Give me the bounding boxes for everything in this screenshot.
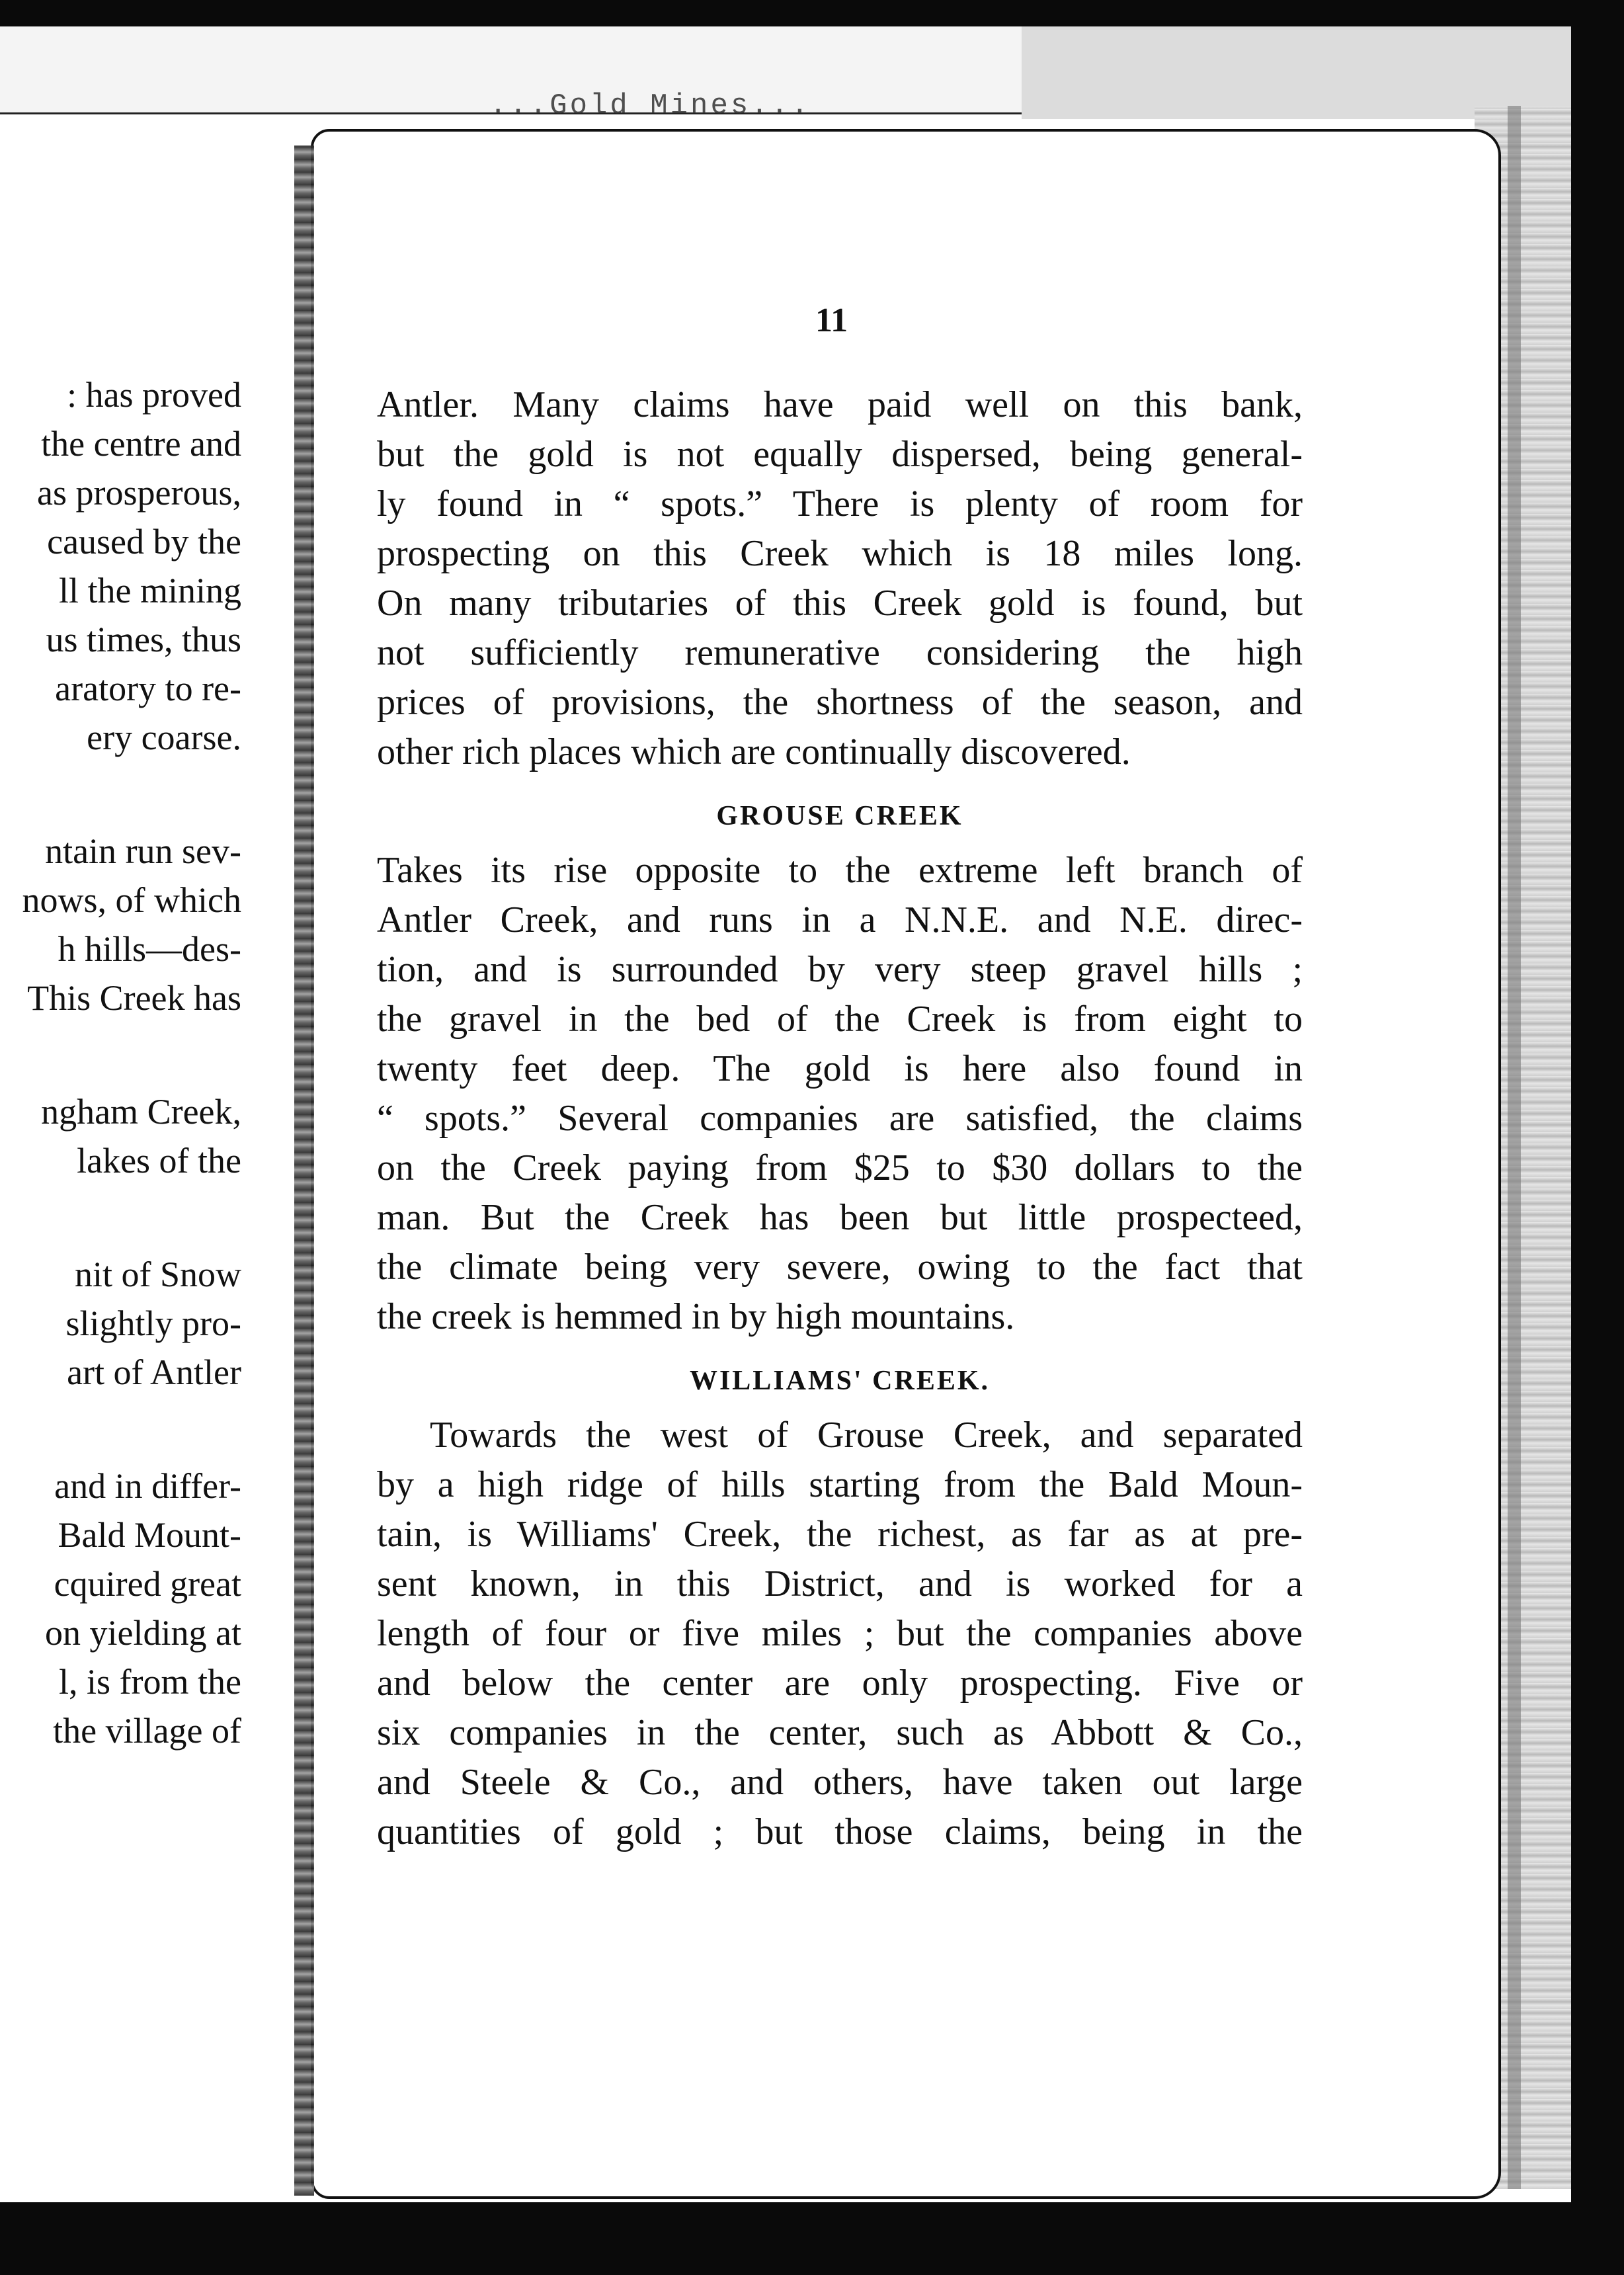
body-line: and below the center are only prospecting. Five or <box>377 1663 1303 1704</box>
running-header-fragment: ...Gold Mines... <box>489 89 811 122</box>
left-line: nit of Snow <box>74 1255 241 1294</box>
scan-border-bottom <box>0 2202 1624 2275</box>
body-line: quantities of gold ; but those claims, being in the <box>377 1811 1303 1852</box>
left-line: ll the mining <box>59 571 241 610</box>
left-line: lakes of the <box>77 1141 241 1180</box>
body-line: and Steele & Co., and others, have taken out large <box>377 1762 1303 1803</box>
left-gap <box>0 1185 241 1250</box>
body-line: tain, is Williams' Creek, the richest, as far as at pre- <box>377 1514 1303 1555</box>
left-line: ntain run sev- <box>45 831 241 871</box>
left-line: on yielding at <box>45 1613 241 1653</box>
body-line: ly found in “ spots.” There is plenty of room for <box>377 483 1303 524</box>
left-line: Bald Mount- <box>58 1515 241 1555</box>
body-line: Towards the west of Grouse Creek, and separated <box>430 1415 1303 1456</box>
left-line: This Creek has <box>27 978 241 1018</box>
left-line: h hills—des- <box>58 929 241 969</box>
scan-noise-top-right <box>1022 26 1584 119</box>
body-line: length of four or five miles ; but the companies above <box>377 1613 1303 1654</box>
body-line: six companies in the center, such as Abbott & Co., <box>377 1712 1303 1753</box>
body-line: prices of provisions, the shortness of the season, and <box>377 682 1303 723</box>
body-line: twenty feet deep. The gold is here also found in <box>377 1048 1303 1089</box>
body-line: the climate being very severe, owing to the fact that <box>377 1247 1303 1288</box>
body-line: prospecting on this Creek which is 18 miles long. <box>377 533 1303 574</box>
left-gap <box>0 1397 241 1462</box>
body-line: the creek is hemmed in by high mountains. <box>377 1296 1015 1337</box>
page-number: 11 <box>815 302 848 339</box>
left-gap <box>0 762 241 827</box>
body-line: Antler Creek, and runs in a N.N.E. and N.E. direc- <box>377 899 1303 940</box>
body-line: the gravel in the bed of the Creek is from eight to <box>377 999 1303 1040</box>
left-line: as prosperous, <box>37 473 241 513</box>
left-line: nows, of which <box>22 880 241 920</box>
left-line: aratory to re- <box>55 669 241 708</box>
body-line: on the Creek paying from $25 to $30 dollars to the <box>377 1147 1303 1188</box>
body-line: sent known, in this District, and is worked for a <box>377 1563 1303 1604</box>
body-line: but the gold is not equally dispersed, being general- <box>377 434 1303 475</box>
page-body <box>377 380 1303 1857</box>
left-gap <box>0 1022 241 1087</box>
left-line: the village of <box>53 1711 241 1751</box>
body-line: On many tributaries of this Creek gold is found, but <box>377 583 1303 624</box>
body-line: not sufficiently remunerative considering the high <box>377 632 1303 673</box>
scan-shadow-right <box>1508 106 1521 2189</box>
body-line: other rich places which are continually discovered. <box>377 731 1131 772</box>
left-line: ery coarse. <box>87 718 241 757</box>
body-line: man. But the Creek has been but little prospecteed, <box>377 1197 1303 1238</box>
left-page-text <box>0 370 241 1755</box>
left-line: slightly pro- <box>65 1303 241 1343</box>
body-line: tion, and is surrounded by very steep gravel hills ; <box>377 949 1303 990</box>
section-heading-grouse-creek: GROUSE CREEK <box>716 801 963 831</box>
left-line: l, is from the <box>59 1662 241 1702</box>
body-line: Antler. Many claims have paid well on this bank, <box>377 384 1303 425</box>
book-binding <box>294 145 314 2196</box>
left-line: art of Antler <box>67 1352 241 1392</box>
left-line: : has proved <box>67 375 241 415</box>
scan-border-top <box>0 0 1624 26</box>
left-line: and in differ- <box>54 1466 241 1506</box>
body-line: by a high ridge of hills starting from the Bald Moun- <box>377 1464 1303 1505</box>
scan-border-right <box>1571 0 1624 2275</box>
left-line: the centre and <box>41 424 241 464</box>
section-heading-williams-creek: WILLIAMS' CREEK. <box>689 1366 991 1396</box>
left-line: caused by the <box>47 522 241 561</box>
left-line: us times, thus <box>46 620 241 659</box>
left-line: cquired great <box>54 1564 241 1604</box>
body-line: “ spots.” Several companies are satisfied, the claims <box>377 1098 1303 1139</box>
body-line: Takes its rise opposite to the extreme left branch of <box>377 850 1303 891</box>
left-line: ngham Creek, <box>41 1092 241 1132</box>
